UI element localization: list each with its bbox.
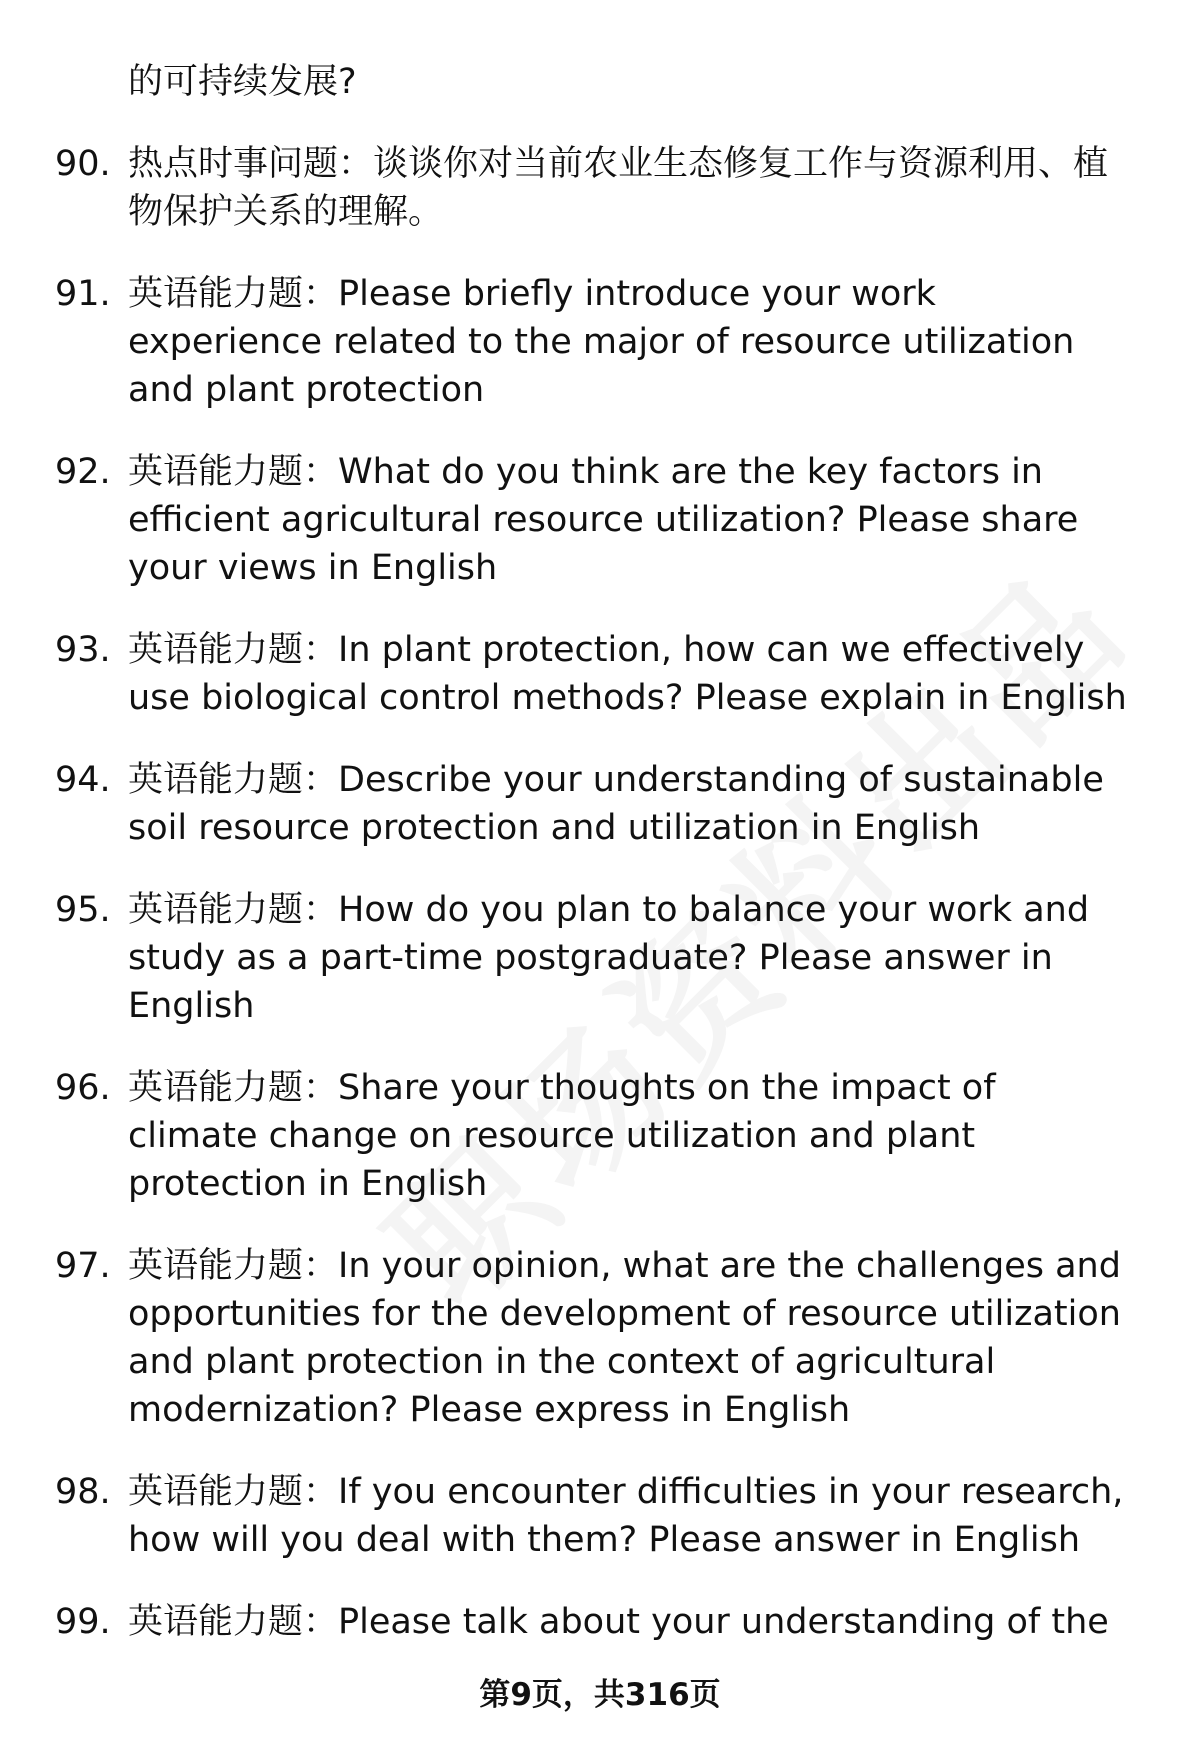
question-item [55, 140, 1145, 236]
question-text: 英语能力题：What do you think are the key factors in efficient agricultural resource utilization? Please share your views in English [128, 452, 1079, 588]
question-number: 93. [55, 630, 111, 670]
question-number: 96. [55, 1068, 111, 1108]
question-text: 英语能力题：Share your thoughts on the impact of climate change on resource utilization and plant protection in English [128, 1068, 996, 1204]
question-item [55, 448, 1145, 592]
question-text: 英语能力题：How do you plan to balance your work and study as a part-time postgraduate? Please answer in English [128, 890, 1090, 1026]
question-item [55, 1242, 1145, 1434]
question-text: 英语能力题：Please talk about your understanding of the [128, 1602, 1109, 1642]
question-number: 95. [55, 890, 111, 930]
question-item [55, 1064, 1145, 1208]
question-text: 英语能力题：If you encounter difficulties in your research, how will you deal with them? Please answer in English [128, 1472, 1124, 1560]
question-item [55, 756, 1145, 852]
question-number: 99. [55, 1602, 111, 1642]
question-number: 90. [55, 144, 111, 184]
question-text: 英语能力题：Please briefly introduce your work experience related to the major of resource utilization and plant protection [128, 274, 1075, 410]
question-number: 97. [55, 1246, 111, 1286]
question-number: 91. [55, 274, 111, 314]
page-footer: 第9页，共316页 [479, 1677, 721, 1713]
question-number: 98. [55, 1472, 111, 1512]
question-text: 英语能力题：In your opinion, what are the challenges and opportunities for the development of resource utilization and plant protection in the context of agricultural modernization? Please express in English [128, 1246, 1121, 1430]
question-item [55, 1598, 1145, 1646]
question-number: 92. [55, 452, 111, 492]
question-item [55, 270, 1145, 414]
question-text: 英语能力题：In plant protection, how can we effectively use biological control methods? Please explain in English [128, 630, 1127, 718]
question-text: 热点时事问题：谈谈你对当前农业生态修复工作与资源利用、植物保护关系的理解。 [128, 144, 1109, 232]
question-item [55, 1468, 1145, 1564]
question-text: 英语能力题：Describe your understanding of sustainable soil resource protection and utilization in English [128, 760, 1104, 848]
question-item [55, 626, 1145, 722]
question-number: 94. [55, 760, 111, 800]
question-list [55, 58, 1145, 1680]
continuation-line: 的可持续发展? [128, 62, 357, 102]
question-item [55, 886, 1145, 1030]
